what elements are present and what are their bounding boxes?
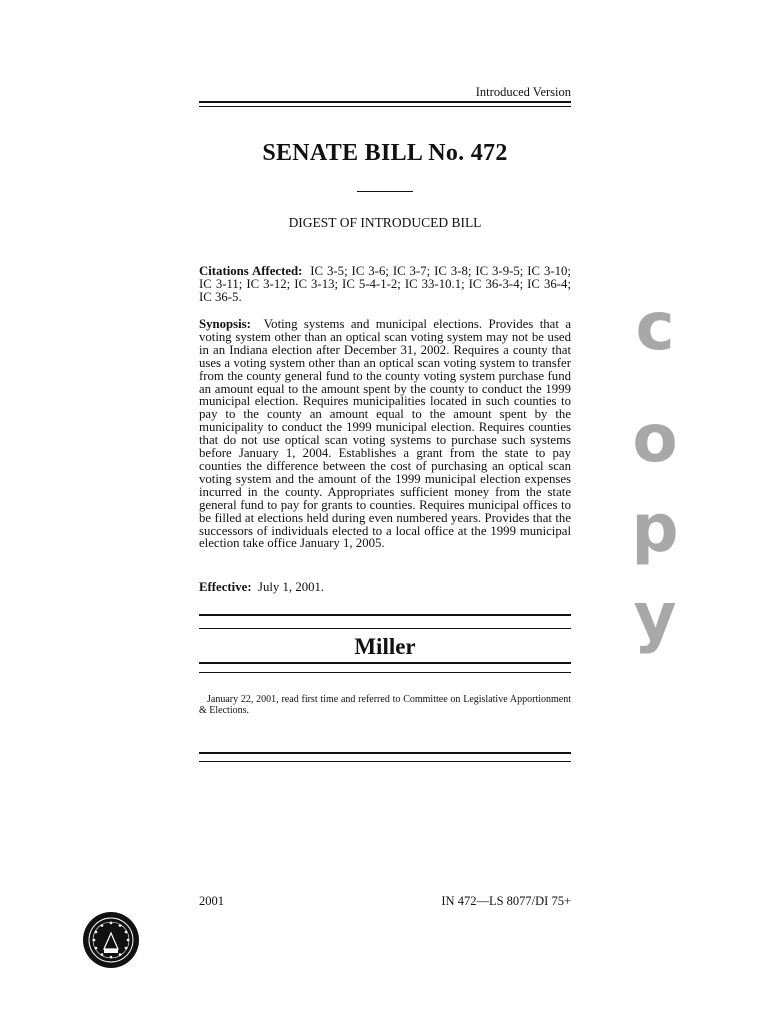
effective-label: Effective: [199, 580, 252, 594]
bill-title: SENATE BILL No. 472 [262, 140, 508, 166]
effective-paragraph [199, 581, 571, 594]
history-rule-2 [199, 761, 571, 762]
sponsor-name: Miller [354, 634, 416, 659]
synopsis-paragraph [199, 318, 571, 550]
sponsor-rule-3 [199, 662, 571, 664]
footer-bill-id: IN 472—LS 8077/DI 75+ [441, 894, 571, 908]
copy-watermark-p: p [631, 490, 679, 567]
sponsor-rule-4 [199, 672, 571, 673]
effective-text: July 1, 2001. [257, 580, 325, 594]
citations-text: IC 3-5; IC 3-6; IC 3-7; IC 3-8; IC 3-9-5; IC 3-10; IC 3-11; IC 3-12; IC 3-13; IC 5-4-1-2; IC 33-10.1; IC 36-3-4; IC 36-4; IC 36-5. [199, 264, 571, 304]
sponsor-rule-1 [199, 614, 571, 616]
copy-watermark-y: y [633, 578, 677, 655]
state-seal-icon [82, 911, 140, 969]
copy-watermark-o: o [632, 400, 678, 477]
header-rule-bottom [199, 106, 571, 107]
copy-watermark-c: c [635, 288, 675, 365]
footer-year: 2001 [199, 894, 224, 908]
history-rule-1 [199, 752, 571, 754]
citations-label: Citations Affected: [199, 264, 303, 278]
header-rule-top [199, 101, 571, 103]
legislative-history: January 22, 2001, read first time and referred to Committee on Legislative Apportionment & Elections. [199, 694, 571, 716]
synopsis-text: Voting systems and municipal elections. Provides that a voting system other than an optical scan voting system may not be used in an Indiana election after December 31, 2002. Requires a county that uses a voting system other than an optical scan voting system to transfer from the county general fund to the county voting system purchase fund an amount equal to the amount spent by the county to conduct the 1999 municipal election. Requires municipalities located in such counties to pay to the county an amount equal to the amount spent by the municipality to conduct the 1999 municipal election. Requires counties that do not use optical scan voting systems to purchase such systems before January 1, 2004. Establishes a grant from the state to pay counties the difference between the cost of purchasing an optical scan voting system and the amount of the 1999 municipal election expenses incurred in the county. Appropriates sufficient money from the state general fund to pay for grants to counties. Requires municipal offices to be filled at elections held during even numbered years. Provides that the successors of individuals elected to a local office at the 1999 municipal election take office January 1, 2005. [199, 317, 572, 551]
synopsis-label: Synopsis: [199, 317, 251, 331]
version-label: Introduced Version [475, 85, 571, 99]
title-divider [357, 191, 413, 192]
citations-paragraph [199, 265, 571, 304]
digest-heading: DIGEST OF INTRODUCED BILL [288, 215, 482, 230]
sponsor-rule-2 [199, 628, 571, 629]
